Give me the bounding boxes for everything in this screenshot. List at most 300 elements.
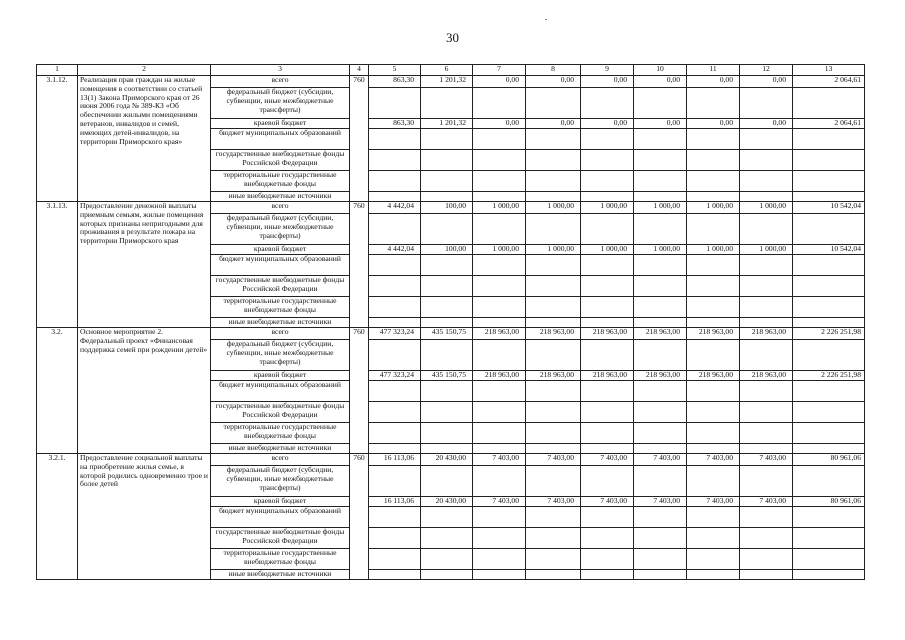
- funding-source-label: всего: [211, 202, 350, 214]
- funding-source-label: бюджет муниципальных образований: [211, 507, 350, 528]
- funding-source-label: бюджет муниципальных образований: [211, 129, 350, 150]
- amount-cell-col-10: [634, 528, 687, 549]
- amount-cell-col-5: [369, 444, 421, 454]
- amount-cell-col-11: [687, 549, 740, 570]
- amount-cell-col-11: [687, 444, 740, 454]
- amount-cell-col-7: [473, 88, 526, 119]
- funding-source-label: государственные внебюджетные фонды Российской Федерации: [211, 150, 350, 171]
- amount-cell-col-12: 218 963,00: [740, 371, 793, 381]
- amount-cell-col-6: 435 150,75: [421, 328, 473, 340]
- amount-cell-col-11: [687, 276, 740, 297]
- amount-cell-col-11: [687, 528, 740, 549]
- amount-cell-col-5: [369, 276, 421, 297]
- amount-cell-col-12: [740, 318, 793, 328]
- section-title: Основное мероприятие 2. Федеральный проект «Финансовая поддержка семей при рождении детей»: [78, 328, 211, 454]
- amount-cell-col-9: 0,00: [581, 76, 634, 88]
- amount-cell-col-9: 7 403,00: [581, 497, 634, 507]
- amount-cell-col-11: 7 403,00: [687, 454, 740, 466]
- section-number: 3.2.: [37, 328, 78, 454]
- amount-cell-col-9: [581, 570, 634, 580]
- col-number-5: 5: [369, 65, 421, 76]
- amount-cell-col-5: [369, 549, 421, 570]
- amount-cell-col-10: [634, 192, 687, 202]
- amount-cell-col-8: 0,00: [526, 119, 581, 129]
- amount-cell-col-10: [634, 423, 687, 444]
- amount-cell-col-10: [634, 129, 687, 150]
- amount-cell-col-9: [581, 507, 634, 528]
- amount-cell-col-11: [687, 340, 740, 371]
- amount-cell-col-12: 218 963,00: [740, 328, 793, 340]
- amount-cell-col-8: [526, 423, 581, 444]
- amount-total-cell: [793, 423, 865, 444]
- amount-total-cell: [793, 255, 865, 276]
- amount-cell-col-11: 1 000,00: [687, 202, 740, 214]
- amount-cell-col-10: [634, 255, 687, 276]
- amount-cell-col-10: [634, 381, 687, 402]
- amount-cell-col-12: [740, 549, 793, 570]
- amount-cell-col-9: [581, 192, 634, 202]
- amount-cell-col-5: [369, 381, 421, 402]
- amount-cell-col-6: [421, 402, 473, 423]
- amount-cell-col-6: [421, 340, 473, 371]
- amount-total-cell: 2 226 251,98: [793, 371, 865, 381]
- col-number-13: 13: [793, 65, 865, 76]
- col-number-1: 1: [37, 65, 78, 76]
- amount-cell-col-6: [421, 150, 473, 171]
- section-row-total: [37, 328, 865, 340]
- amount-cell-col-5: 477 323,24: [369, 371, 421, 381]
- budget-code: 760: [350, 202, 369, 328]
- section-title: Предоставление денежной выплаты приемным семьям, жилые помещения которых признаны непригодными для проживания в результате пожара на территории Приморского края: [78, 202, 211, 328]
- amount-cell-col-5: [369, 255, 421, 276]
- funding-source-label: территориальные государственные внебюджетные фонды: [211, 171, 350, 192]
- amount-cell-col-9: [581, 466, 634, 497]
- amount-total-cell: [793, 528, 865, 549]
- amount-cell-col-6: [421, 129, 473, 150]
- amount-cell-col-5: 16 113,06: [369, 454, 421, 466]
- funding-source-label: иные внебюджетные источники: [211, 192, 350, 202]
- amount-cell-col-6: 20 430,00: [421, 497, 473, 507]
- amount-cell-col-11: [687, 423, 740, 444]
- amount-cell-col-12: [740, 507, 793, 528]
- amount-cell-col-10: 218 963,00: [634, 328, 687, 340]
- amount-cell-col-10: [634, 318, 687, 328]
- amount-total-cell: 80 961,06: [793, 497, 865, 507]
- amount-cell-col-9: 0,00: [581, 119, 634, 129]
- amount-cell-col-5: [369, 297, 421, 318]
- section-number: 3.2.1.: [37, 454, 78, 580]
- amount-cell-col-6: [421, 255, 473, 276]
- amount-cell-col-5: [369, 214, 421, 245]
- section-row-total: [37, 202, 865, 214]
- funding-source-label: территориальные государственные внебюджетные фонды: [211, 549, 350, 570]
- amount-total-cell: [793, 444, 865, 454]
- col-number-3: 3: [211, 65, 350, 76]
- amount-total-cell: [793, 318, 865, 328]
- amount-cell-col-8: [526, 570, 581, 580]
- amount-cell-col-6: [421, 318, 473, 328]
- amount-cell-col-5: [369, 129, 421, 150]
- amount-total-cell: 10 542,04: [793, 245, 865, 255]
- amount-cell-col-6: [421, 297, 473, 318]
- funding-source-label: всего: [211, 328, 350, 340]
- amount-cell-col-11: 218 963,00: [687, 371, 740, 381]
- scan-speck: [545, 19, 547, 20]
- budget-table-body: [37, 65, 865, 580]
- amount-cell-col-10: [634, 340, 687, 371]
- amount-cell-col-7: [473, 255, 526, 276]
- amount-cell-col-7: [473, 214, 526, 245]
- amount-cell-col-7: [473, 570, 526, 580]
- amount-cell-col-12: [740, 423, 793, 444]
- amount-cell-col-12: [740, 214, 793, 245]
- amount-cell-col-12: [740, 381, 793, 402]
- amount-cell-col-7: 7 403,00: [473, 497, 526, 507]
- amount-cell-col-9: [581, 255, 634, 276]
- amount-cell-col-12: 0,00: [740, 76, 793, 88]
- funding-source-label: государственные внебюджетные фонды Российской Федерации: [211, 276, 350, 297]
- col-number-12: 12: [740, 65, 793, 76]
- amount-cell-col-6: [421, 528, 473, 549]
- col-number-11: 11: [687, 65, 740, 76]
- amount-total-cell: 2 226 251,98: [793, 328, 865, 340]
- amount-cell-col-10: [634, 570, 687, 580]
- amount-cell-col-7: [473, 381, 526, 402]
- amount-cell-col-7: 218 963,00: [473, 371, 526, 381]
- amount-cell-col-6: [421, 171, 473, 192]
- amount-total-cell: [793, 570, 865, 580]
- amount-cell-col-8: [526, 402, 581, 423]
- amount-cell-col-12: [740, 297, 793, 318]
- funding-source-label: иные внебюджетные источники: [211, 570, 350, 580]
- amount-cell-col-7: [473, 171, 526, 192]
- amount-cell-col-5: 863,30: [369, 119, 421, 129]
- amount-cell-col-8: [526, 507, 581, 528]
- amount-cell-col-8: 7 403,00: [526, 454, 581, 466]
- amount-cell-col-6: [421, 214, 473, 245]
- amount-cell-col-11: 0,00: [687, 119, 740, 129]
- amount-cell-col-7: [473, 549, 526, 570]
- amount-cell-col-6: [421, 507, 473, 528]
- col-number-7: 7: [473, 65, 526, 76]
- amount-cell-col-11: [687, 466, 740, 497]
- amount-total-cell: [793, 381, 865, 402]
- amount-total-cell: [793, 297, 865, 318]
- amount-cell-col-7: 0,00: [473, 119, 526, 129]
- amount-cell-col-6: [421, 570, 473, 580]
- amount-cell-col-6: [421, 192, 473, 202]
- amount-cell-col-5: [369, 402, 421, 423]
- amount-cell-col-7: [473, 528, 526, 549]
- amount-cell-col-5: [369, 150, 421, 171]
- amount-cell-col-10: 0,00: [634, 76, 687, 88]
- amount-cell-col-8: [526, 150, 581, 171]
- amount-cell-col-5: [369, 507, 421, 528]
- amount-cell-col-7: [473, 276, 526, 297]
- amount-cell-col-8: [526, 318, 581, 328]
- amount-total-cell: [793, 129, 865, 150]
- amount-cell-col-7: [473, 340, 526, 371]
- amount-total-cell: 10 542,04: [793, 202, 865, 214]
- amount-cell-col-7: [473, 318, 526, 328]
- amount-cell-col-10: [634, 549, 687, 570]
- amount-cell-col-10: [634, 444, 687, 454]
- amount-cell-col-9: 1 000,00: [581, 202, 634, 214]
- amount-cell-col-9: [581, 297, 634, 318]
- amount-cell-col-8: [526, 129, 581, 150]
- amount-cell-col-8: [526, 255, 581, 276]
- amount-cell-col-5: [369, 88, 421, 119]
- amount-cell-col-7: 1 000,00: [473, 245, 526, 255]
- amount-cell-col-8: 7 403,00: [526, 497, 581, 507]
- amount-cell-col-5: [369, 171, 421, 192]
- amount-cell-col-9: [581, 528, 634, 549]
- amount-cell-col-8: [526, 88, 581, 119]
- amount-cell-col-7: [473, 444, 526, 454]
- amount-total-cell: [793, 507, 865, 528]
- amount-cell-col-12: 1 000,00: [740, 245, 793, 255]
- amount-cell-col-6: [421, 423, 473, 444]
- amount-total-cell: [793, 214, 865, 245]
- amount-cell-col-12: [740, 528, 793, 549]
- amount-cell-col-8: 1 000,00: [526, 202, 581, 214]
- amount-cell-col-7: [473, 129, 526, 150]
- amount-cell-col-10: 7 403,00: [634, 497, 687, 507]
- amount-total-cell: [793, 192, 865, 202]
- amount-cell-col-10: [634, 150, 687, 171]
- amount-cell-col-10: [634, 88, 687, 119]
- amount-cell-col-5: 477 323,24: [369, 328, 421, 340]
- amount-total-cell: [793, 340, 865, 371]
- amount-cell-col-7: [473, 192, 526, 202]
- amount-cell-col-9: [581, 129, 634, 150]
- funding-source-label: краевой бюджет: [211, 371, 350, 381]
- amount-total-cell: [793, 88, 865, 119]
- amount-cell-col-12: [740, 129, 793, 150]
- funding-source-label: федеральный бюджет (субсидии, субвенции, иные межбюджетные трансферты): [211, 214, 350, 245]
- amount-cell-col-6: [421, 381, 473, 402]
- amount-cell-col-8: [526, 381, 581, 402]
- amount-cell-col-5: [369, 423, 421, 444]
- funding-source-label: иные внебюджетные источники: [211, 444, 350, 454]
- amount-cell-col-10: [634, 297, 687, 318]
- amount-cell-col-9: [581, 150, 634, 171]
- section-row-total: [37, 76, 865, 88]
- amount-cell-col-11: [687, 570, 740, 580]
- amount-cell-col-12: [740, 340, 793, 371]
- amount-cell-col-10: [634, 466, 687, 497]
- amount-cell-col-8: [526, 192, 581, 202]
- funding-source-label: федеральный бюджет (субсидии, субвенции, иные межбюджетные трансферты): [211, 466, 350, 497]
- page-number: 30: [446, 30, 459, 45]
- amount-cell-col-8: [526, 466, 581, 497]
- amount-cell-col-12: [740, 570, 793, 580]
- column-number-row: [37, 65, 865, 76]
- amount-cell-col-10: 0,00: [634, 119, 687, 129]
- amount-cell-col-7: [473, 402, 526, 423]
- amount-cell-col-8: 218 963,00: [526, 328, 581, 340]
- amount-cell-col-9: [581, 402, 634, 423]
- amount-cell-col-11: [687, 214, 740, 245]
- budget-code: 760: [350, 454, 369, 580]
- amount-cell-col-9: [581, 340, 634, 371]
- amount-cell-col-7: 218 963,00: [473, 328, 526, 340]
- funding-source-label: бюджет муниципальных образований: [211, 255, 350, 276]
- amount-cell-col-12: 7 403,00: [740, 497, 793, 507]
- amount-cell-col-6: [421, 466, 473, 497]
- amount-cell-col-11: 1 000,00: [687, 245, 740, 255]
- amount-cell-col-5: 4 442,04: [369, 202, 421, 214]
- amount-cell-col-10: 7 403,00: [634, 454, 687, 466]
- amount-cell-col-8: [526, 340, 581, 371]
- amount-cell-col-6: [421, 276, 473, 297]
- amount-total-cell: [793, 402, 865, 423]
- amount-cell-col-9: [581, 276, 634, 297]
- funding-source-label: краевой бюджет: [211, 119, 350, 129]
- amount-cell-col-8: [526, 171, 581, 192]
- amount-cell-col-12: [740, 255, 793, 276]
- amount-cell-col-5: [369, 528, 421, 549]
- amount-cell-col-12: 0,00: [740, 119, 793, 129]
- amount-cell-col-6: 100,00: [421, 202, 473, 214]
- amount-cell-col-11: [687, 88, 740, 119]
- amount-cell-col-7: [473, 507, 526, 528]
- amount-cell-col-7: 0,00: [473, 76, 526, 88]
- amount-cell-col-9: [581, 171, 634, 192]
- budget-code: 760: [350, 328, 369, 454]
- funding-source-label: территориальные государственные внебюджетные фонды: [211, 423, 350, 444]
- col-number-4: 4: [350, 65, 369, 76]
- amount-cell-col-11: [687, 171, 740, 192]
- amount-cell-col-12: [740, 466, 793, 497]
- amount-cell-col-7: [473, 297, 526, 318]
- funding-source-label: государственные внебюджетные фонды Российской Федерации: [211, 402, 350, 423]
- amount-total-cell: [793, 549, 865, 570]
- col-number-8: 8: [526, 65, 581, 76]
- amount-cell-col-10: 218 963,00: [634, 371, 687, 381]
- funding-source-label: всего: [211, 76, 350, 88]
- amount-cell-col-9: [581, 214, 634, 245]
- amount-cell-col-11: [687, 381, 740, 402]
- amount-cell-col-10: [634, 214, 687, 245]
- amount-cell-col-8: [526, 214, 581, 245]
- funding-source-label: федеральный бюджет (субсидии, субвенции, иные межбюджетные трансферты): [211, 340, 350, 371]
- amount-cell-col-5: 4 442,04: [369, 245, 421, 255]
- funding-source-label: иные внебюджетные источники: [211, 318, 350, 328]
- amount-cell-col-9: [581, 423, 634, 444]
- section-title: Предоставление социальной выплаты на приобретение жилья семье, в которой родились одновременно трое и более детей: [78, 454, 211, 580]
- amount-total-cell: [793, 171, 865, 192]
- amount-cell-col-9: [581, 318, 634, 328]
- amount-cell-col-9: [581, 381, 634, 402]
- amount-cell-col-11: [687, 318, 740, 328]
- amount-cell-col-6: 100,00: [421, 245, 473, 255]
- amount-cell-col-10: [634, 171, 687, 192]
- amount-total-cell: [793, 276, 865, 297]
- amount-cell-col-11: [687, 402, 740, 423]
- amount-cell-col-12: [740, 402, 793, 423]
- amount-cell-col-6: 435 150,75: [421, 371, 473, 381]
- section-number: 3.1.12.: [37, 76, 78, 202]
- amount-cell-col-5: [369, 340, 421, 371]
- amount-cell-col-12: 7 403,00: [740, 454, 793, 466]
- funding-source-label: федеральный бюджет (субсидии, субвенции, иные межбюджетные трансферты): [211, 88, 350, 119]
- amount-cell-col-5: 863,30: [369, 76, 421, 88]
- amount-total-cell: 80 961,06: [793, 454, 865, 466]
- amount-cell-col-8: [526, 276, 581, 297]
- amount-cell-col-8: [526, 528, 581, 549]
- amount-cell-col-11: [687, 255, 740, 276]
- amount-cell-col-8: 1 000,00: [526, 245, 581, 255]
- amount-cell-col-7: [473, 423, 526, 444]
- col-number-2: 2: [78, 65, 211, 76]
- amount-cell-col-8: 0,00: [526, 76, 581, 88]
- amount-cell-col-11: 0,00: [687, 76, 740, 88]
- amount-cell-col-5: [369, 466, 421, 497]
- budget-code: 760: [350, 76, 369, 202]
- funding-source-label: территориальные государственные внебюджетные фонды: [211, 297, 350, 318]
- amount-cell-col-6: 20 430,00: [421, 454, 473, 466]
- amount-cell-col-6: [421, 444, 473, 454]
- amount-cell-col-10: [634, 276, 687, 297]
- amount-cell-col-12: [740, 171, 793, 192]
- amount-cell-col-12: [740, 150, 793, 171]
- amount-cell-col-11: 7 403,00: [687, 497, 740, 507]
- amount-cell-col-11: 218 963,00: [687, 328, 740, 340]
- amount-cell-col-10: [634, 507, 687, 528]
- section-title: Реализация прав граждан на жилые помещения в соответствии со статьей 13(1) Закона Приморского края от 26 июня 2006 года № 389-КЗ «Об обеспечении жилыми помещениями ветеранов, инвалидов и семей, имеющих детей-инвалидов, на территории Приморского края»: [78, 76, 211, 202]
- amount-cell-col-5: [369, 318, 421, 328]
- amount-cell-col-5: 16 113,06: [369, 497, 421, 507]
- amount-cell-col-12: [740, 88, 793, 119]
- amount-total-cell: [793, 150, 865, 171]
- amount-cell-col-10: [634, 402, 687, 423]
- section-number: 3.1.13.: [37, 202, 78, 328]
- amount-cell-col-9: [581, 88, 634, 119]
- funding-source-label: краевой бюджет: [211, 497, 350, 507]
- amount-cell-col-8: [526, 444, 581, 454]
- amount-cell-col-6: [421, 549, 473, 570]
- funding-source-label: всего: [211, 454, 350, 466]
- amount-cell-col-9: 1 000,00: [581, 245, 634, 255]
- amount-cell-col-9: 218 963,00: [581, 371, 634, 381]
- funding-source-label: бюджет муниципальных образований: [211, 381, 350, 402]
- amount-cell-col-11: [687, 192, 740, 202]
- amount-total-cell: [793, 466, 865, 497]
- amount-cell-col-10: 1 000,00: [634, 202, 687, 214]
- amount-cell-col-12: [740, 192, 793, 202]
- amount-cell-col-11: [687, 297, 740, 318]
- amount-cell-col-9: [581, 444, 634, 454]
- amount-cell-col-8: 218 963,00: [526, 371, 581, 381]
- amount-cell-col-9: 218 963,00: [581, 328, 634, 340]
- amount-cell-col-9: 7 403,00: [581, 454, 634, 466]
- amount-cell-col-6: 1 201,32: [421, 119, 473, 129]
- budget-table: [36, 64, 865, 580]
- funding-source-label: государственные внебюджетные фонды Российской Федерации: [211, 528, 350, 549]
- amount-cell-col-8: [526, 297, 581, 318]
- amount-cell-col-7: [473, 150, 526, 171]
- amount-cell-col-12: [740, 276, 793, 297]
- amount-cell-col-7: [473, 466, 526, 497]
- amount-cell-col-6: [421, 88, 473, 119]
- amount-cell-col-7: 1 000,00: [473, 202, 526, 214]
- col-number-6: 6: [421, 65, 473, 76]
- amount-cell-col-12: 1 000,00: [740, 202, 793, 214]
- amount-cell-col-5: [369, 192, 421, 202]
- col-number-10: 10: [634, 65, 687, 76]
- amount-cell-col-7: 7 403,00: [473, 454, 526, 466]
